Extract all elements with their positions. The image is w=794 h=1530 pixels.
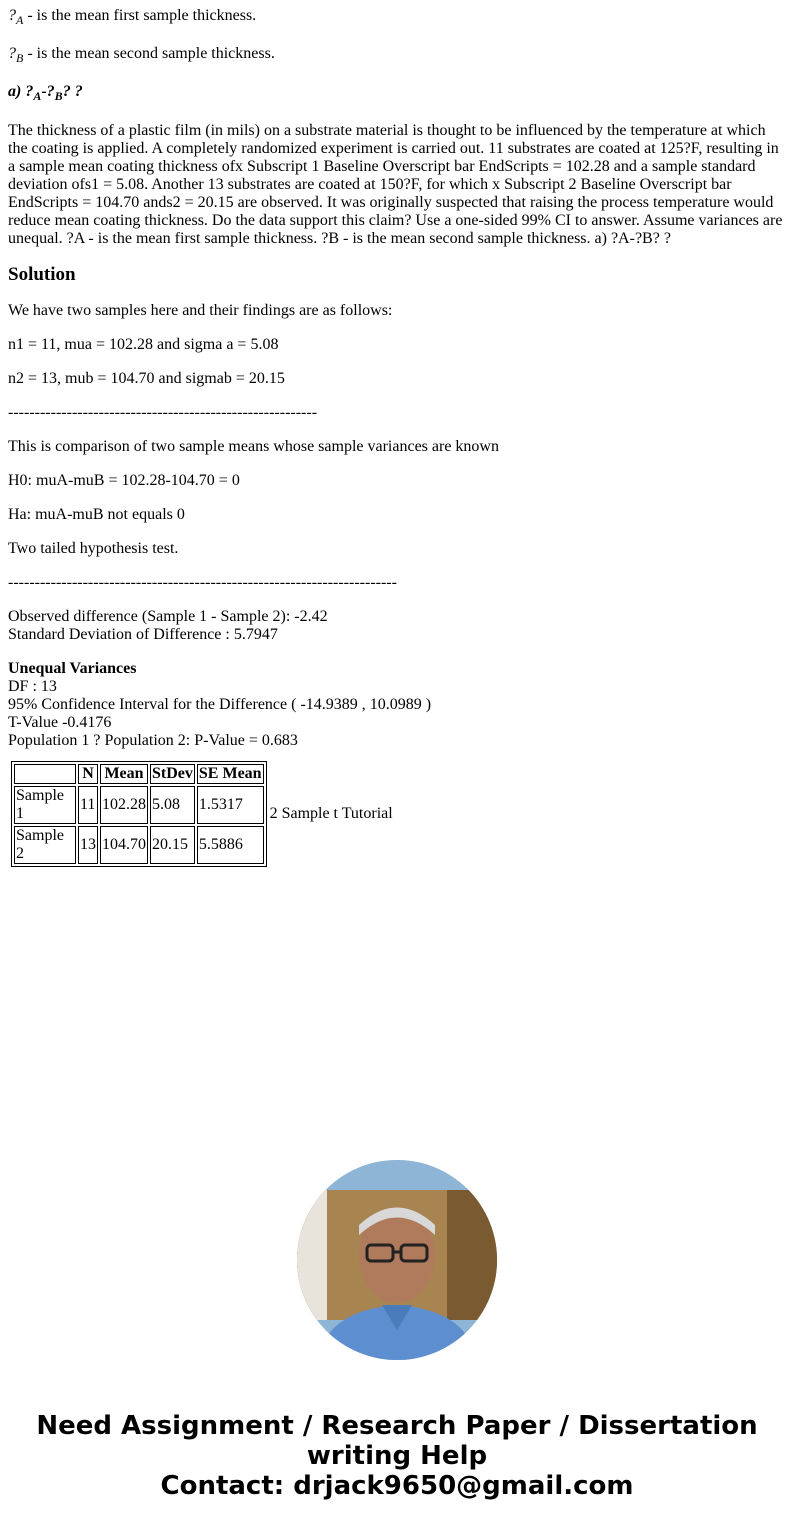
unequal-variances-block	[8, 660, 786, 750]
t-value: T-Value -0.4176	[8, 713, 112, 731]
table-header: StDev	[152, 764, 193, 782]
table-cell: 102.28	[100, 786, 148, 824]
degrees-of-freedom: DF : 13	[8, 677, 57, 695]
unequal-variances-heading: Unequal Variances	[8, 659, 137, 677]
table-header: SE Mean	[198, 764, 262, 782]
table-cell: 11	[78, 786, 98, 824]
document-body	[0, 7, 794, 867]
question-paragraph: The thickness of a plastic film (in mils) on a substrate material is thought to be influenced by the temperature at which the coating is applied. A completely randomized experiment is carried out. 11 substrates are coated at 125?F, resulting in a sample mean coating thickness ofx Subscript 1 Baseline Overscript bar EndScripts = 102.28 and a sample standard deviation ofs1 = 5.08. Another 13 substrates are coated at 150?F, for which x Subscript 2 Baseline Overscript bar EndScripts = 104.70 ands2 = 20.15 are observed. It was originally suspected that raising the process temperature would reduce mean coating thickness. Do the data support this claim? Use a one-sided 99% CI to answer. Assume variances are unequal. ?A - is the mean first sample thickness. ?B - is the mean second sample thickness. a) ?A-?B? ?	[8, 121, 783, 247]
null-hypothesis: H0: muA-muB = 102.28-104.70 = 0	[8, 471, 240, 489]
table-cell: Sample 1	[14, 786, 76, 824]
stats-table	[11, 761, 267, 867]
sd-difference: Standard Deviation of Difference : 5.7947	[8, 625, 278, 643]
table-cell: 5.08	[150, 786, 195, 824]
mean-b-definition: $?_B$ - is the mean second sample thickness.	[8, 45, 275, 66]
alt-hypothesis: Ha: muA-muB not equals 0	[8, 505, 185, 523]
table-header: Mean	[100, 764, 148, 784]
confidence-interval: 95% Confidence Interval for the Difference ( -14.9389 , 10.0989 )	[8, 695, 432, 713]
table-cell: 1.5317	[197, 786, 264, 824]
table-row	[14, 786, 264, 824]
footer-line: writing Help	[306, 1441, 488, 1471]
table-row	[14, 826, 264, 864]
sample2-summary: n2 = 13, mub = 104.70 and sigmab = 20.15	[8, 369, 285, 387]
footer-line: Need Assignment / Research Paper / Dissertation	[36, 1411, 758, 1441]
footer-email: Contact: drjack9650@gmail.com	[160, 1471, 634, 1501]
table-caption: 2 Sample t Tutorial	[269, 804, 393, 822]
divider-line: ----------------------------------------------------------	[8, 403, 318, 421]
table-cell: 13	[78, 826, 98, 864]
observed-difference: Observed difference (Sample 1 - Sample 2): -2.42	[8, 607, 328, 625]
divider-line: -------------------------------------------------------------------------	[8, 573, 397, 591]
sample1-summary: n1 = 11, mua = 102.28 and sigma a = 5.08	[8, 335, 279, 353]
table-cell: Sample 2	[14, 826, 76, 864]
solution-heading: Solution	[8, 263, 76, 285]
solution-intro: We have two samples here and their findings are as follows:	[8, 301, 393, 319]
table-cell: 5.5886	[197, 826, 264, 864]
portrait-icon	[297, 1160, 497, 1360]
test-type: Two tailed hypothesis test.	[8, 539, 179, 557]
table-cell: 104.70	[100, 826, 148, 864]
footer-contact	[0, 1411, 794, 1501]
mean-a-definition: $?_A$ - is the mean first sample thickness.	[8, 7, 257, 28]
table-header	[14, 764, 76, 784]
results-block	[8, 608, 786, 644]
table-cell: 20.15	[150, 826, 195, 864]
stats-table-wrapper	[11, 761, 786, 867]
part-a-heading: a) $?_A-?_B$? ?	[8, 83, 83, 104]
comparison-note: This is comparison of two sample means whose sample variances are known	[8, 437, 499, 455]
p-value: Population 1 ? Population 2: P-Value = 0.683	[8, 731, 298, 749]
author-photo	[297, 1160, 497, 1360]
table-header-row	[14, 764, 264, 784]
table-header: N	[78, 764, 98, 784]
